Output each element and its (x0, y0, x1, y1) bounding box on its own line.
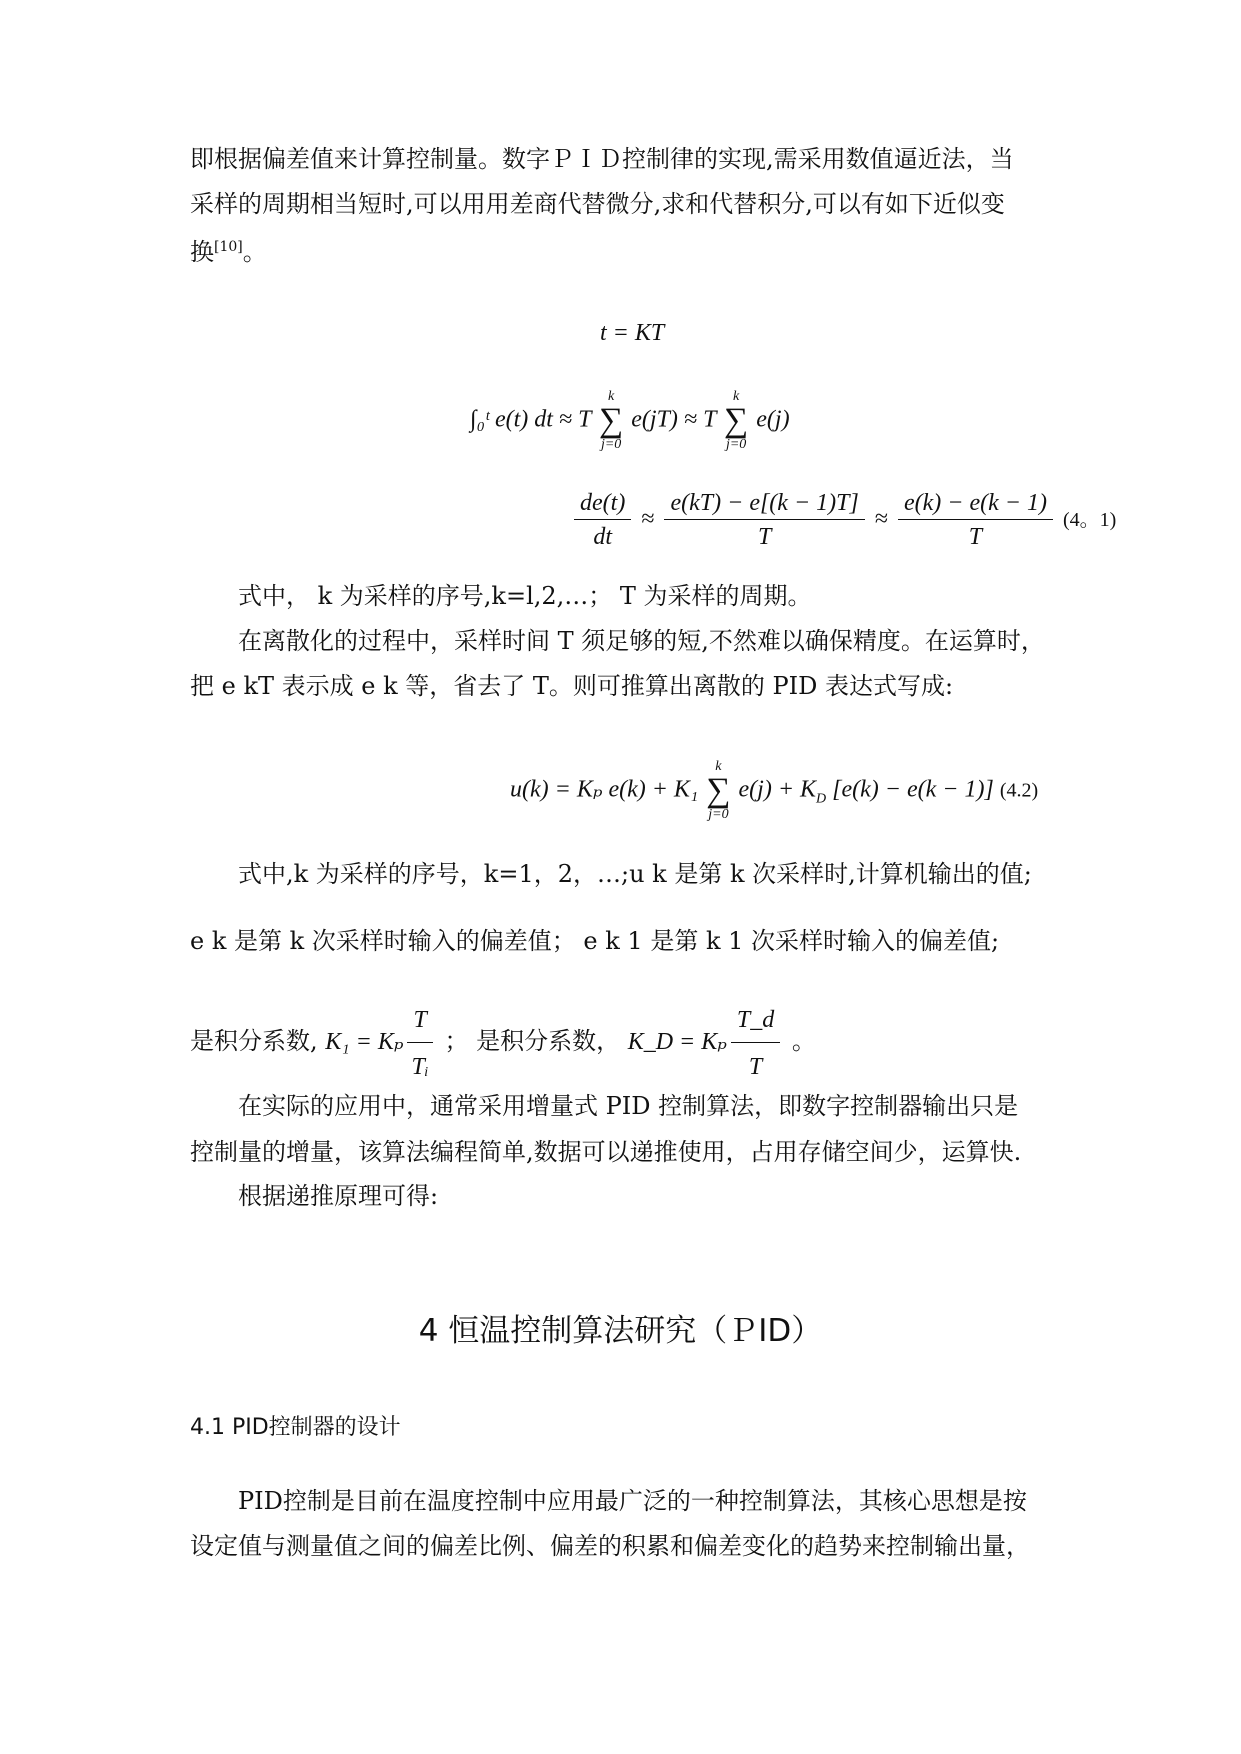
kd-formula: K_D = Kₚ $\frac{T\_d}{T}$ (628, 1029, 785, 1055)
equation-integral (470, 390, 790, 452)
sum-lower-limit: j=0 (600, 437, 622, 452)
equation-number: (4。1) (1062, 509, 1117, 532)
sum-symbol: k ∑ j=0 (724, 389, 749, 452)
sum-lower-limit: j=0 (708, 807, 729, 822)
sum-lower-limit: j=0 (725, 437, 747, 452)
paragraph-line: 式中， k 为采样的序号,k=l,2,…； T 为采样的周期。 (238, 582, 812, 610)
integral-rhs: e(j) (756, 406, 790, 433)
equation-pid-positional (510, 760, 1038, 822)
coefficient-line (190, 1000, 1060, 1087)
sum-upper-limit: k (608, 389, 615, 404)
section-heading: 4.1 PID控制器的设计 (190, 1415, 401, 1440)
pid-subscript: D (816, 791, 827, 807)
pid-lhs: u(k) = Kₚ e(k) + K₁ (510, 776, 699, 803)
integral-mid: e(jT) ≈ T (631, 406, 717, 433)
intro-text: 换 (190, 238, 214, 266)
intro-paragraph-line: 即根据偏差值来计算控制量。数字ＰＩＤ控制律的实现,需采用数值逼近法，当 (190, 145, 1014, 173)
paragraph-line: 控制量的增量，该算法编程简单,数据可以递推使用，占用存储空间少，运算快. (190, 1138, 1022, 1166)
sum-symbol: k ∑ j=0 (599, 389, 624, 452)
difference-fraction: $\frac{e(k) - e(k - 1)}{T}$ (898, 490, 1053, 551)
equation-t-kt: t = KT (600, 320, 665, 346)
pid-mid: e(j) + K (738, 776, 817, 803)
coef-text: 是积分系数, (190, 1027, 318, 1056)
sum-upper-limit: k (733, 389, 740, 404)
paragraph-line: 式中,k 为采样的序号，k=1，2，…;u k 是第 k 次采样时,计算机输出的值; (238, 860, 1032, 888)
chapter-heading: 4 恒温控制算法研究（ＰID） (418, 1313, 823, 1349)
integral-lhs: ∫₀ᵗ e(t) dt ≈ T (470, 406, 592, 433)
intro-paragraph-line: 采样的周期相当短时,可以用用差商代替微分,求和代替积分,可以有如下近似变 (190, 190, 1005, 218)
sum-symbol: k ∑ j=0 (706, 759, 731, 822)
sum-upper-limit: k (715, 759, 722, 774)
paragraph-line: 设定值与测量值之间的偏差比例、偏差的积累和偏差变化的趋势来控制输出量， (190, 1532, 1030, 1560)
paragraph-line: 根据递推原理可得: (238, 1182, 439, 1210)
derivative-fraction: $\frac{de(t)}{dt}$ (574, 490, 631, 551)
paragraph-line: 在实际的应用中，通常采用增量式 PID 控制算法，即数字控制器输出只是 (238, 1092, 1019, 1120)
paragraph-line: e k 是第 k 次采样时输入的偏差值； e k 1 是第 k 1 次采样时输入的偏差值; (190, 927, 1000, 955)
paragraph-line: 把 e kT 表示成 e k 等，省去了 T。则可推算出离散的 PID 表达式写成: (190, 672, 954, 700)
equation-number: (4.2) (999, 779, 1039, 802)
equation-derivative: $\frac{de(t)}{dt}$ ≈ $\frac{e(kT) - e[(k - 1)T]}{T}$ ≈ $\frac{e(k) - e(k - 1)}{T}$ (4。1) (570, 490, 1116, 551)
ki-formula: K₁ = Kₚ $\frac{T}{\text{Tᵢ}}$ (325, 1029, 437, 1055)
intro-paragraph-line (190, 231, 1060, 268)
paragraph-line: PID控制是目前在温度控制中应用最广泛的一种控制算法，其核心思想是按 (238, 1487, 1027, 1515)
coef-text: 。 (791, 1027, 816, 1056)
paragraph-line: 在离散化的过程中，采样时间 T 须足够的短,不然难以确保精度。在运算时， (238, 627, 1045, 655)
pid-rhs: [e(k) − e(k − 1)] (832, 776, 994, 803)
citation: [10] (214, 239, 243, 255)
coef-text: ； 是积分系数， (444, 1027, 621, 1056)
intro-end: 。 (242, 238, 267, 266)
difference-fraction: $\frac{e(kT) - e[(k - 1)T]}{T}$ (664, 490, 864, 551)
